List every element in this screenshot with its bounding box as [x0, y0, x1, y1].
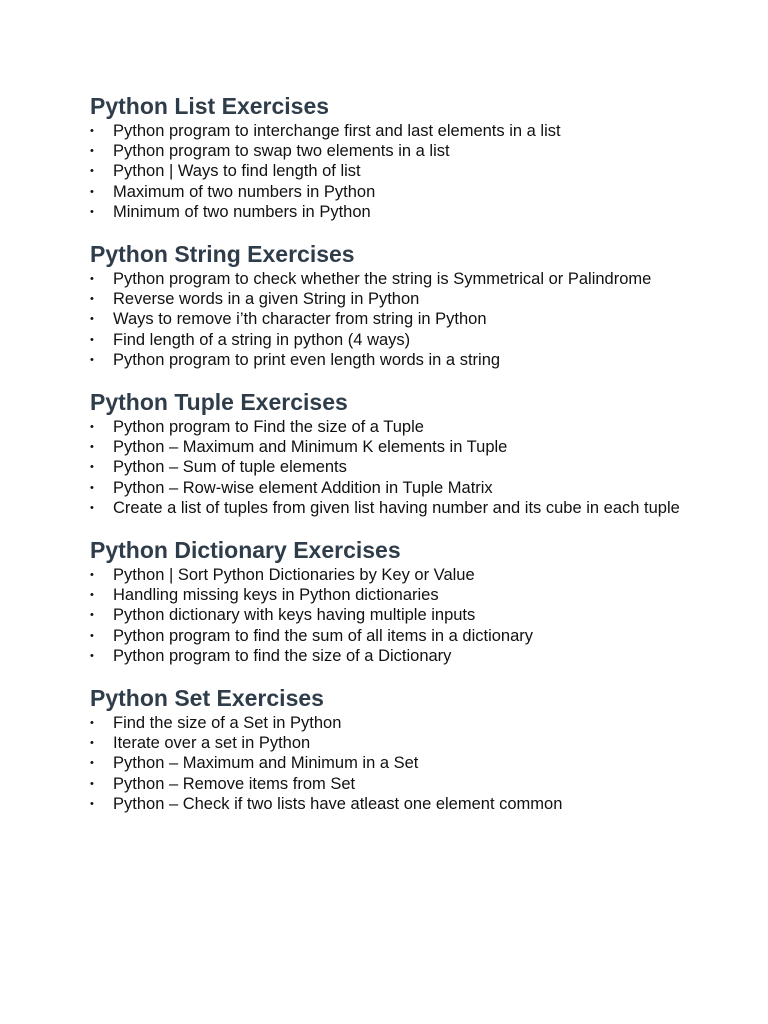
list-item-text: Python program to check whether the string is Symmetrical or Palindrome: [113, 270, 652, 289]
list-item-text: Python program to interchange first and last elements in a list: [113, 122, 561, 140]
list-item-text: Ways to remove i’th character from string in Python: [113, 310, 487, 329]
section-title: Python Dictionary Exercises: [90, 537, 401, 564]
bullet-icon: •: [90, 501, 94, 514]
list-item-text: Python program to Find the size of a Tuple: [113, 418, 424, 437]
bullet-icon: •: [90, 797, 94, 810]
list-item: [90, 478, 730, 498]
bullet-icon: •: [90, 333, 94, 346]
list-item: [90, 289, 730, 309]
section-tuple-exercises: [90, 388, 730, 518]
bullet-icon: •: [90, 273, 94, 286]
bullet-icon: •: [90, 293, 94, 306]
list-item: [90, 733, 730, 753]
list-item: [90, 141, 730, 161]
list-item: [90, 774, 730, 794]
bullet-icon: •: [90, 353, 94, 366]
list-item: [90, 161, 730, 181]
list-item-text: Python program to print even length words in a string: [113, 350, 501, 369]
list-item: [90, 350, 730, 370]
section-title: Python String Exercises: [90, 241, 355, 268]
list-item-text: Python – Maximum and Minimum K elements in Tuple: [113, 438, 508, 457]
section-title: Python Set Exercises: [90, 685, 324, 712]
list-item: [90, 309, 730, 329]
bullet-icon: •: [90, 421, 94, 434]
list-item: [90, 753, 730, 773]
list-item-text: Create a list of tuples from given list having number and its cube in each tuple: [113, 498, 680, 517]
exercise-list: [90, 713, 730, 814]
list-item-text: Python – Remove items from Set: [113, 774, 356, 793]
list-item-text: Python – Row-wise element Addition in Tuple Matrix: [113, 478, 493, 497]
section-title: Python Tuple Exercises: [90, 389, 348, 416]
list-item: [90, 585, 730, 605]
section-dictionary-exercises: [90, 536, 730, 666]
exercise-list: [90, 121, 730, 222]
bullet-icon: •: [90, 717, 94, 730]
section-list-exercises: [90, 92, 730, 222]
list-item-text: Python – Check if two lists have atleast one element common: [113, 794, 563, 813]
list-item: [90, 794, 730, 814]
list-item: [90, 457, 730, 477]
list-item: [90, 498, 730, 518]
list-item-text: Python – Sum of tuple elements: [113, 458, 347, 477]
bullet-icon: •: [90, 461, 94, 474]
list-item-text: Python | Sort Python Dictionaries by Key or Value: [113, 566, 475, 585]
bullet-icon: •: [90, 185, 94, 198]
bullet-icon: •: [90, 609, 94, 622]
bullet-icon: •: [90, 145, 94, 158]
bullet-icon: •: [90, 589, 94, 602]
bullet-icon: •: [90, 757, 94, 770]
document-page: [90, 92, 730, 832]
list-item-text: Python – Maximum and Minimum in a Set: [113, 754, 419, 773]
list-item: [90, 626, 730, 646]
list-item: [90, 605, 730, 625]
list-item-text: Python program to find the sum of all items in a dictionary: [113, 626, 534, 645]
list-item-text: Minimum of two numbers in Python: [113, 202, 371, 221]
bullet-icon: •: [90, 205, 94, 218]
bullet-icon: •: [90, 629, 94, 642]
exercise-list: [90, 269, 730, 370]
list-item-text: Python program to find the size of a Dictionary: [113, 646, 452, 665]
list-item: [90, 417, 730, 437]
bullet-icon: •: [90, 165, 94, 178]
exercise-list: [90, 417, 730, 518]
list-item-text: Python dictionary with keys having multiple inputs: [113, 606, 476, 625]
list-item-text: Python | Ways to find length of list: [113, 162, 361, 181]
bullet-icon: •: [90, 313, 94, 326]
list-item: [90, 437, 730, 457]
list-item: [90, 713, 730, 733]
bullet-icon: •: [90, 737, 94, 750]
list-item: [90, 565, 730, 585]
exercise-list: [90, 565, 730, 666]
bullet-icon: •: [90, 441, 94, 454]
list-item: [90, 646, 730, 666]
bullet-icon: •: [90, 481, 94, 494]
list-item-text: Find the size of a Set in Python: [113, 714, 342, 733]
list-item-text: Iterate over a set in Python: [113, 734, 311, 753]
list-item-text: Find length of a string in python (4 ways): [113, 330, 411, 349]
list-item: [90, 182, 730, 202]
list-item: [90, 202, 730, 222]
list-item: [90, 269, 730, 289]
list-item-text: Reverse words in a given String in Python: [113, 290, 420, 309]
list-item-text: Maximum of two numbers in Python: [113, 182, 376, 201]
list-item: [90, 121, 730, 141]
bullet-icon: •: [90, 777, 94, 790]
list-item: [90, 330, 730, 350]
section-set-exercises: [90, 684, 730, 814]
bullet-icon: •: [90, 125, 94, 137]
bullet-icon: •: [90, 569, 94, 582]
section-string-exercises: [90, 240, 730, 370]
bullet-icon: •: [90, 649, 94, 662]
list-item-text: Handling missing keys in Python dictionaries: [113, 586, 439, 605]
section-title: Python List Exercises: [90, 93, 330, 119]
list-item-text: Python program to swap two elements in a list: [113, 142, 450, 161]
